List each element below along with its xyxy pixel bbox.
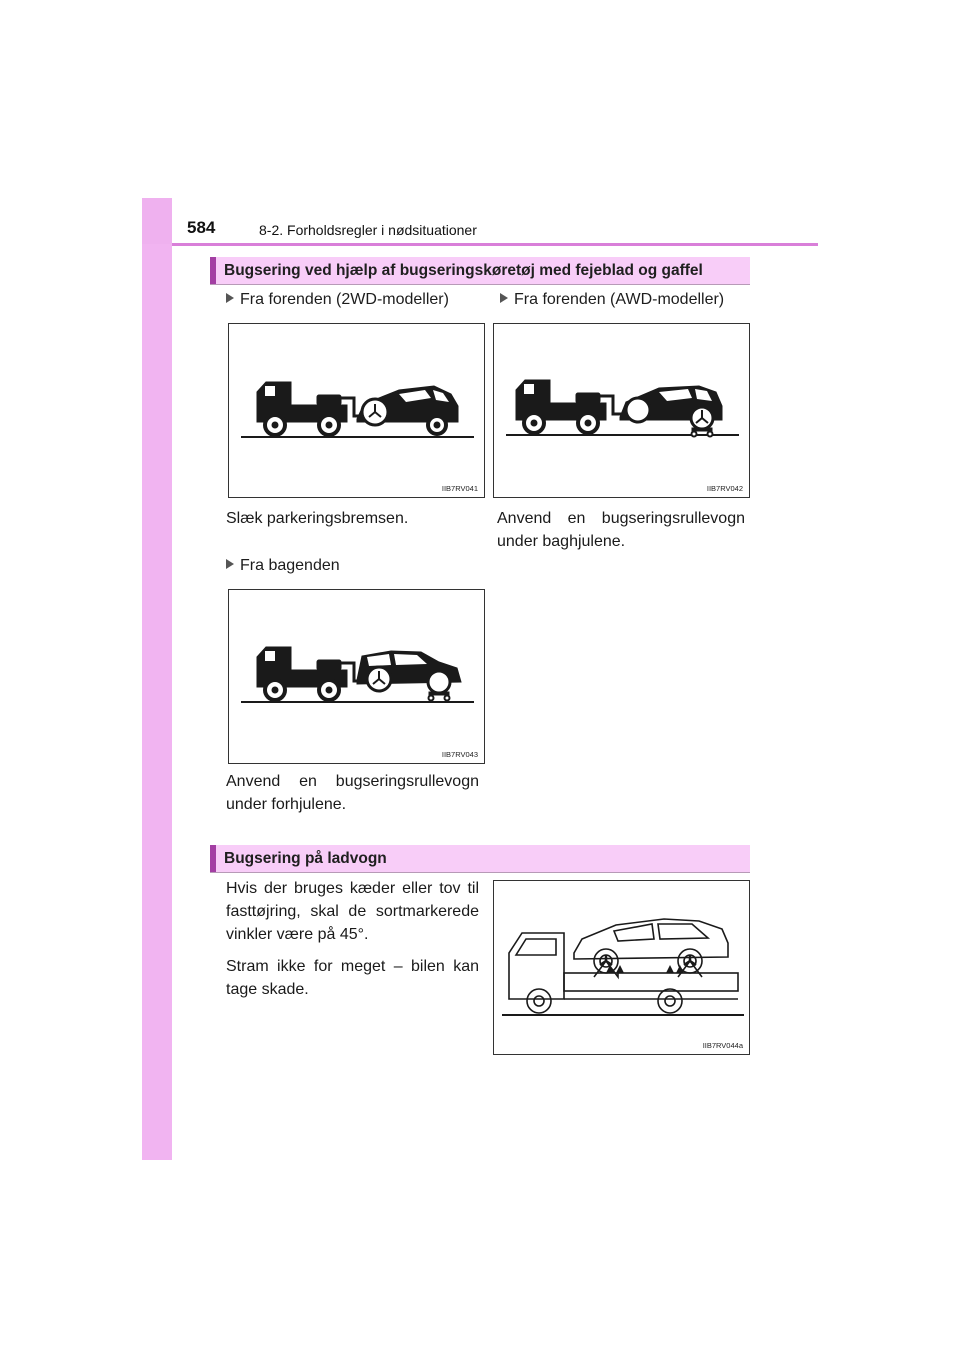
figure-front-awd xyxy=(493,323,750,498)
tow-truck-rear-illustration xyxy=(229,590,486,765)
header-rule xyxy=(172,243,818,246)
figure-rear xyxy=(228,589,485,764)
note-front-awd: Anvend en bugseringsrullevogn under baghjulene. xyxy=(497,510,745,550)
bullet-label: Fra forenden (AWD-modeller) xyxy=(514,291,725,308)
bullet-label: Fra bagenden xyxy=(240,557,340,574)
figure-front-2wd xyxy=(228,323,485,498)
bullet-front-awd xyxy=(500,291,724,309)
figure-code: IIB7RV043 xyxy=(441,750,478,759)
flatbed-text xyxy=(226,877,479,1010)
figure-flatbed xyxy=(493,880,750,1055)
figure-code: IIB7RV044a xyxy=(702,1041,743,1050)
figure-code: IIB7RV041 xyxy=(441,484,478,493)
flatbed-paragraph: Stram ikke for meget – bilen kan tage skade. xyxy=(226,958,479,998)
header-band xyxy=(142,198,172,244)
bullet-label: Fra forenden (2WD-modeller) xyxy=(240,291,449,308)
bullet-rear xyxy=(226,557,340,575)
triangle-bullet-icon xyxy=(500,293,508,303)
tow-truck-illustration xyxy=(229,324,486,499)
triangle-bullet-icon xyxy=(226,293,234,303)
bullet-front-2wd xyxy=(226,291,449,309)
note-front-2wd: Slæk parkeringsbremsen. xyxy=(226,510,409,527)
note-rear: Anvend en bugseringsrullevogn under forhjulene. xyxy=(226,773,479,813)
page-number: 584 xyxy=(187,218,216,237)
triangle-bullet-icon xyxy=(226,559,234,569)
tow-truck-dolly-illustration xyxy=(494,324,751,499)
flatbed-truck-illustration xyxy=(494,881,751,1056)
box-title-wheel-lift: Bugsering ved hjælp af bugseringskøretøj med fejeblad og gaffel xyxy=(210,257,750,285)
box-title-flatbed: Bugsering på ladvogn xyxy=(210,845,750,873)
chapter-sidebar-tab xyxy=(142,198,172,1160)
section-title: 8-2. Forholdsregler i nødsituationer xyxy=(259,222,477,238)
figure-code: IIB7RV042 xyxy=(706,484,743,493)
flatbed-paragraph: Hvis der bruges kæder eller tov til fasttøjring, skal de sortmarkerede vinkler være på 45°. xyxy=(226,880,479,943)
